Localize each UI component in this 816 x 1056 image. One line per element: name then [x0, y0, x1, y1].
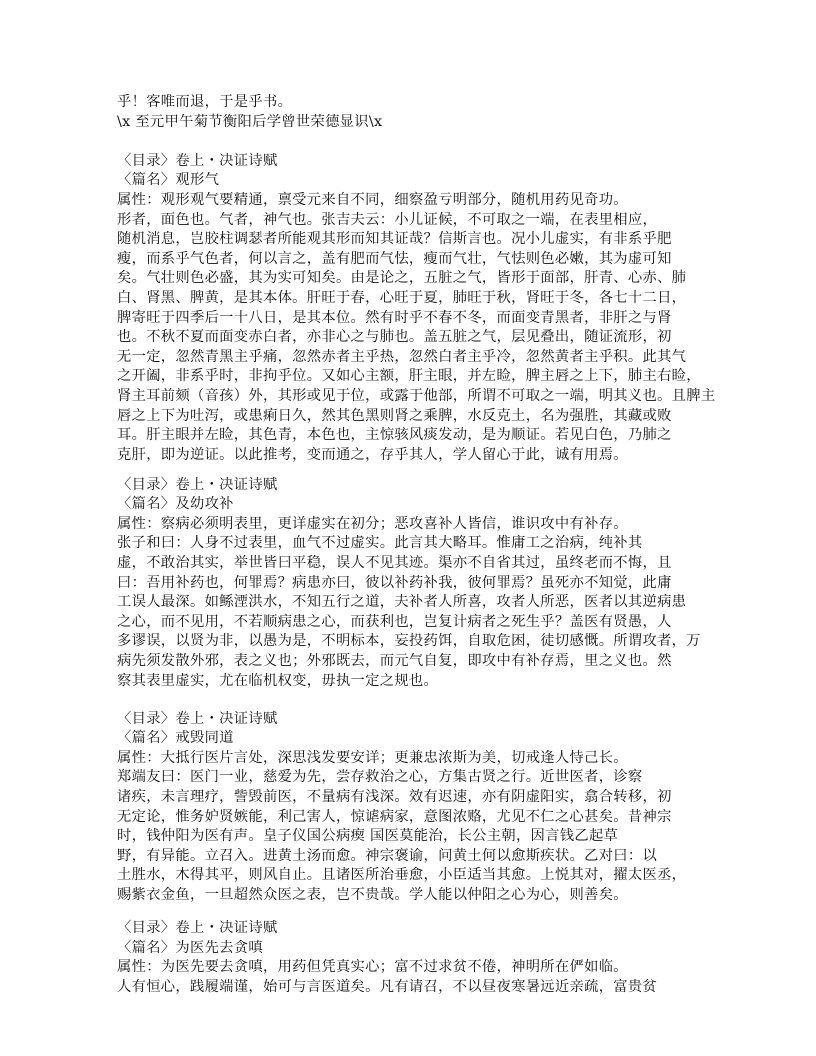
- section: [117, 476, 701, 692]
- body-line: 诸疾，未言理疗，訾毁前医，不量病有浅深。效有迟速，亦有阴虚阳实，翕合转移，初: [117, 788, 672, 805]
- body-line: 土胜水，木得其平，则风自止。且诸医所治垂愈，小臣适当其愈。上悦其对，擢太医丞，: [117, 867, 687, 884]
- body-line: 白、肾黑、脾黄，是其本体。肝旺于春，心旺于夏，肺旺于秋，肾旺于冬，各七十二日，: [117, 289, 687, 306]
- body-line: 肾主耳前颏（音孩）外，其形或见于位，或露于他部，所谓不可取之一端，明其义也。且脾主: [117, 387, 716, 404]
- body-line: 无定论，惟务妒贤嫉能，利己害人，惊谑病家，意图浓赂，尤见不仁之心甚矣。昔神宗: [117, 808, 672, 825]
- section-catalog: 〈目录〉卷上・决证诗赋: [117, 919, 278, 936]
- sections: [117, 152, 716, 998]
- body-line: 唇之上下为吐泻，或患痢日久，然其色黑则肾之乘脾，水反克土，名为强胜，其藏或败: [117, 407, 672, 424]
- section-title: 〈篇名〉及幼攻补: [117, 496, 234, 513]
- section-catalog: 〈目录〉卷上・决证诗赋: [117, 710, 278, 727]
- body-line: 曰：吾用补药也，何罪焉？病患亦曰，彼以补药补我，彼何罪焉？虽死亦不知觉，此庸: [117, 574, 672, 591]
- body-line: 张子和曰：人身不过表里，血气不过虚实。此言其大略耳。惟庸工之治病，纯补其: [117, 535, 643, 552]
- body-line: 耳。肝主眼并左睑，其色青，本色也，主惊骇风痰发动，是为顺证。若见白色，乃肺之: [117, 427, 672, 444]
- section-catalog: 〈目录〉卷上・决证诗赋: [117, 152, 278, 169]
- document-page: [117, 93, 716, 997]
- section-attribute: 属性：大抵行医片言处，深思浅发要安详；更兼忠浓斯为美，切戒逢人恃己长。: [117, 749, 628, 766]
- body-line: 克肝，即为逆证。以此推考，变而通之，存乎其人，学人留心于此，诚有用焉。: [117, 446, 628, 463]
- body-line: 形者，面色也。气者，神气也。张吉夫云：小儿证候，不可取之一端，在表里相应，: [117, 211, 658, 228]
- section-title: 〈篇名〉观形气: [117, 172, 220, 189]
- section: [117, 152, 716, 466]
- body-line: 病先须发散外邪，表之义也；外邪既去，而元气自复，即攻中有补存焉，里之义也。然: [117, 653, 672, 670]
- body-line: 察其表里虚实，尤在临机权变，毋执一定之规也。: [117, 672, 439, 689]
- section-title: 〈篇名〉戒毁同道: [117, 730, 234, 747]
- body-line: 之心，而不见用，不若顺病患之心，而获利也，岂复计病者之死生乎？盖医有贤愚，人: [117, 613, 672, 630]
- body-line: 多谬误，以贤为非，以愚为是，不明标本，妄投药饵，自取危困，徒切感慨。所谓攻者，万: [117, 633, 701, 650]
- body-line: 无一定，忽然青黑主乎痛，忽然赤者主乎热，忽然白者主乎冷，忽然黄者主乎积。此其气: [117, 348, 687, 365]
- intro-line: 乎！客唯而退，于是乎书。: [117, 94, 293, 110]
- body-line: 脾寄旺于四季后一十八日，是其本位。然有时乎不春不冬，而面变青黑者，非肝之与肾: [117, 309, 672, 326]
- section: [117, 710, 697, 906]
- body-line: 野，有异能。立召入。进黄土汤而愈。神宗褒谕，问黄土何以愈斯疾状。乙对曰：以: [117, 847, 658, 864]
- section-title: 〈篇名〉为医先去贪嗔: [117, 939, 263, 956]
- body-line: 随机消息，岂胶柱调瑟者所能观其形而知其证哉？信斯言也。况小儿虚实，有非系乎肥: [117, 231, 672, 248]
- section-attribute: 属性：观形观气要精通，禀受元来自不同，细察盈亏明部分，随机用药见奇功。: [117, 191, 628, 208]
- section-attribute: 属性：察病必须明表里，更详虚实在初分；恶攻喜补人皆信，谁识攻中有补存。: [117, 515, 628, 532]
- body-line: 工误人最深。如鲧湮洪水，不知五行之道，夫补者人所喜，攻者人所恶，医者以其逆病患: [117, 594, 687, 611]
- body-line: 之开阖，非系乎时，非拘乎位。又如心主额，肝主眼，并左睑，脾主唇之上下，肺主右睑，: [117, 368, 701, 385]
- intro-block: [117, 93, 697, 132]
- section-catalog: 〈目录〉卷上・决证诗赋: [117, 476, 278, 493]
- body-line: 时，钱仲阳为医有声。皇子仪国公病瘈 国医莫能治，长公主朝，因言钱乙起草: [117, 828, 619, 845]
- body-line: 虚，不敢治其实，举世皆曰平稳，误人不见其迹。渠亦不自省其过，虽终老而不悔，且: [117, 555, 672, 572]
- body-line: 人有恒心，践履端谨，始可与言医道矣。凡有请召，不以昼夜寒暑远近亲疏，富贵贫: [117, 978, 658, 995]
- section: [117, 919, 697, 997]
- body-line: 赐紫衣金鱼，一旦超然众医之表，岂不贵哉。学人能以仲阳之心为心，则善矣。: [117, 886, 628, 903]
- body-line: 瘦，而系乎气色者，何以言之，盖有肥而气怯，瘦而气壮，气怯则色必嫩，其为虚可知: [117, 250, 672, 267]
- section-attribute: 属性：为医先要去贪嗔，用药但凭真实心；富不过求贫不倦，神明所在俨如临。: [117, 959, 628, 976]
- intro-line: \x 至元甲午菊节衡阳后学曾世荣德显识\x: [117, 113, 383, 130]
- body-line: 也。不秋不夏而面变赤白者，亦非心之与肺也。盖五脏之气，层见叠出，随证流形，初: [117, 329, 672, 346]
- body-line: 郑端友曰：医门一业，慈爱为先，尝存救治之心，方集古贤之行。近世医者，诊察: [117, 769, 643, 786]
- body-line: 矣。气壮则色必盛，其为实可知矣。由是论之，五脏之气，皆形于面部，肝青、心赤、肺: [117, 270, 687, 287]
